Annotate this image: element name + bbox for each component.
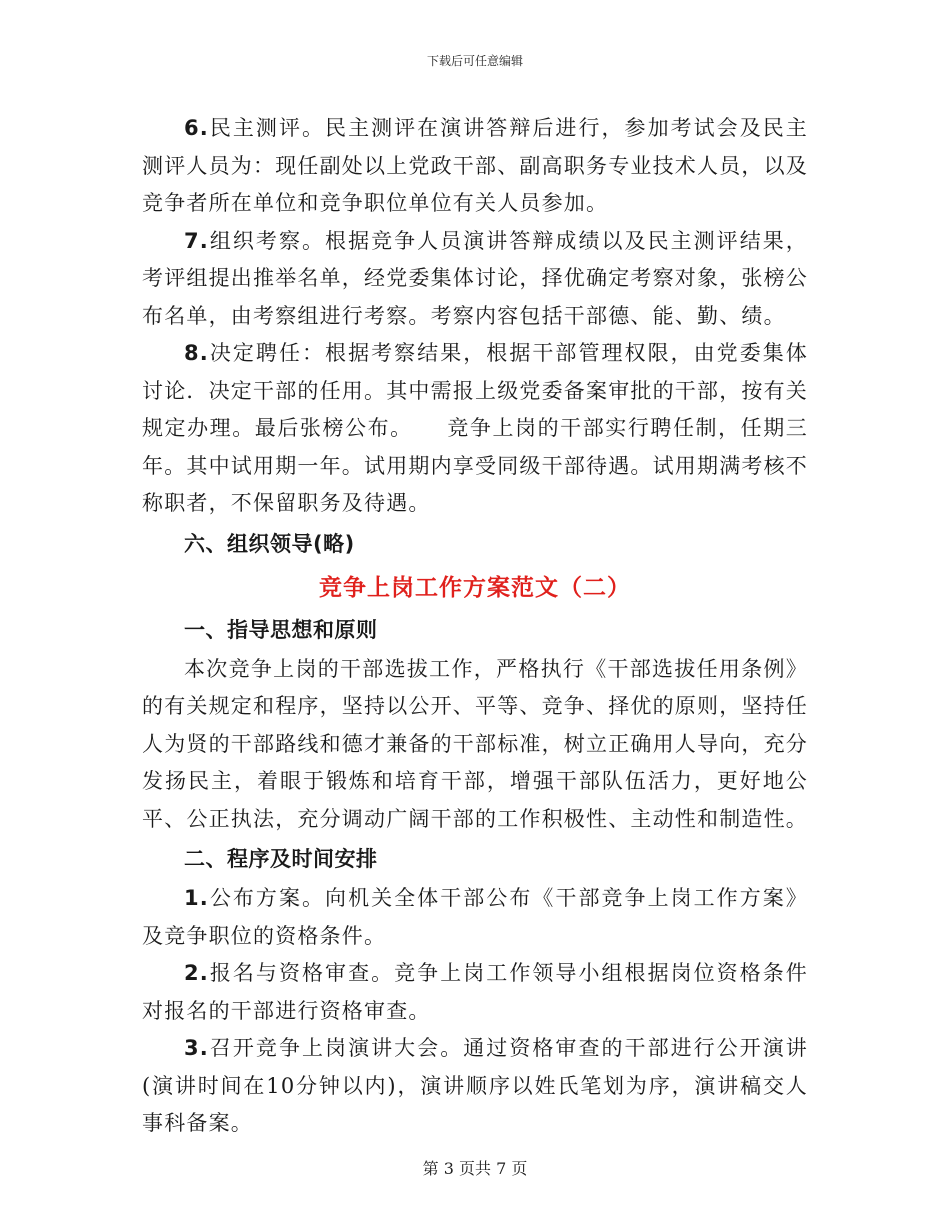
step-3 bbox=[142, 1030, 808, 1143]
step-1 bbox=[142, 880, 808, 955]
item-6 bbox=[142, 110, 808, 223]
heading-procedure-schedule: 二、程序及时间安排 bbox=[184, 847, 378, 871]
step-3-number: 3. bbox=[184, 1036, 209, 1060]
step-1-text: 公布方案。向机关全体干部公布《干部竞争上岗工作方案》及竞争职位的资格条件。 bbox=[142, 886, 808, 948]
document-body bbox=[142, 110, 808, 1143]
step-1-number: 1. bbox=[184, 886, 209, 910]
item-7-text: 组织考察。根据竞争人员演讲答辩成绩以及民主测评结果，考评组提出推举名单，经党委集体讨论，择优确定考察对象，张榜公布名单，由考察组进行考察。考察内容包括干部德、能、勤、绩。 bbox=[142, 228, 808, 328]
step-2-number: 2. bbox=[184, 961, 209, 985]
item-7-number: 7. bbox=[184, 228, 209, 253]
item-7 bbox=[142, 223, 808, 336]
page-header: 下载后可任意编辑 bbox=[426, 54, 523, 68]
section-title: 竞争上岗工作方案范文（二） bbox=[319, 574, 631, 601]
item-8-number: 8. bbox=[184, 341, 209, 365]
item-8-text: 决定聘任：根据考察结果，根据干部管理权限，由党委集体讨论．决定干部的任用。其中需报上级党委备案审批的干部，按有关规定办理。最后张榜公布。 竞争上岗的干部实行聘任制，任期三年。其中试用期一年。试用期内享受同级干部待遇。试用期满考核不称职者，不保留职务及待遇。 bbox=[142, 341, 808, 515]
step-3-text: 召开竞争上岗演讲大会。通过资格审查的干部进行公开演讲(演讲时间在10分钟以内)，演讲顺序以姓氏笔划为序，演讲稿交人事科备案。 bbox=[142, 1036, 808, 1135]
heading-organization-leadership: 六、组织领导(略) bbox=[184, 531, 355, 556]
step-2 bbox=[142, 955, 808, 1030]
guiding-principles-paragraph: 本次竞争上岗的干部选拔工作，严格执行《干部选拔任用条例》的有关规定和程序，坚持以公开、平等、竞争、择优的原则，坚持任人为贤的干部路线和德才兼备的干部标准，树立正确用人导向，充分发扬民主，着眼于锻炼和培育干部，增强干部队伍活力，更好地公平、公正执法，充分调动广阔干部的工作积极性、主动性和制造性。 bbox=[142, 656, 808, 831]
item-8 bbox=[142, 335, 808, 523]
heading-guiding-principles: 一、指导思想和原则 bbox=[184, 617, 378, 642]
item-6-number: 6. bbox=[184, 116, 209, 140]
page-footer: 第 3 页共 7 页 bbox=[422, 1159, 528, 1178]
step-2-text: 报名与资格审查。竞争上岗工作领导小组根据岗位资格条件对报名的干部进行资格审查。 bbox=[142, 961, 808, 1023]
item-6-text: 民主测评。民主测评在演讲答辩后进行，参加考试会及民主测评人员为：现任副处以上党政干部、副高职务专业技术人员，以及竞争者所在单位和竞争职位单位有关人员参加。 bbox=[142, 116, 808, 215]
